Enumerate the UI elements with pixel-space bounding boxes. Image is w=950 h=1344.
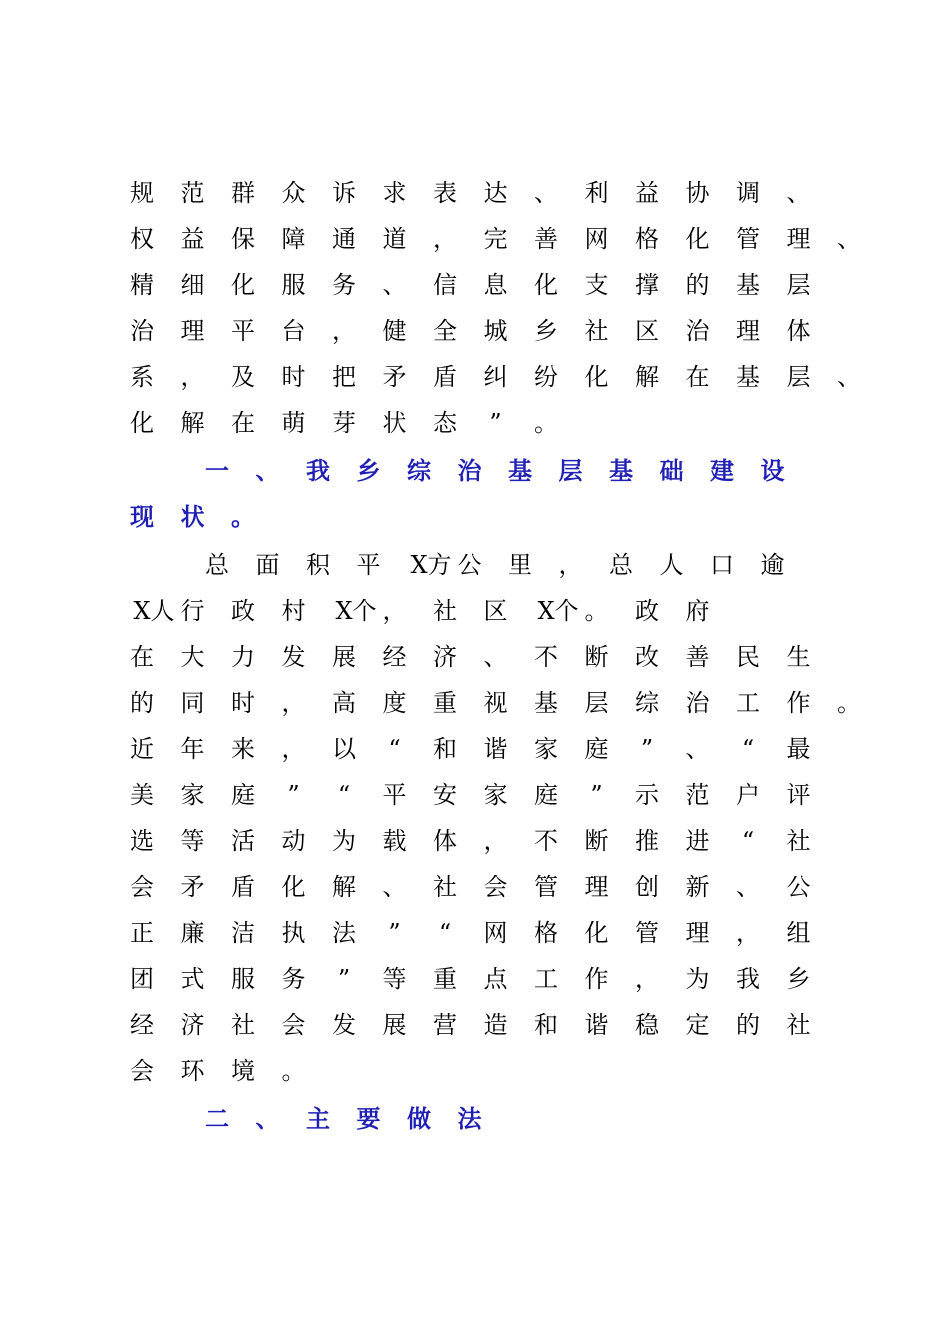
text-glyph: 网 (584, 225, 609, 253)
text-glyph: 济 (433, 643, 457, 671)
text-glyph: 通 (332, 225, 356, 253)
text-glyph: 众 (281, 179, 306, 207)
text-glyph: 式 (180, 965, 205, 993)
text-glyph: 纷 (534, 363, 558, 391)
text-glyph: 化 (130, 409, 154, 437)
text-glyph: 层 (786, 271, 811, 299)
text-glyph: 以 (332, 735, 356, 763)
paragraph-line (130, 956, 950, 1002)
text-glyph: 二 (205, 1104, 229, 1133)
text-glyph: 庭 (534, 781, 558, 809)
text-glyph: 稳 (635, 1011, 659, 1039)
text-glyph: 。 (231, 502, 255, 531)
text-glyph: 网 (483, 919, 508, 947)
text-glyph: 层 (786, 363, 811, 391)
text-glyph: ， (558, 551, 583, 579)
text-glyph: 化 (584, 363, 609, 391)
text-glyph: 格 (534, 919, 558, 947)
text-glyph: 支 (584, 271, 609, 299)
text-glyph: 造 (483, 1011, 508, 1039)
text-glyph: 完 (483, 225, 508, 253)
text-glyph: 载 (382, 827, 407, 855)
text-glyph: “ (438, 919, 452, 947)
text-glyph: 社 (584, 317, 609, 345)
text-glyph: 断 (584, 827, 609, 855)
text-glyph: 、 (255, 1104, 280, 1133)
text-glyph: 家 (534, 735, 558, 763)
text-glyph: 、 (736, 873, 760, 901)
text-glyph: 健 (382, 317, 407, 345)
text-glyph: 重 (433, 965, 457, 993)
text-glyph: 美 (130, 781, 154, 809)
text-glyph: 展 (332, 643, 356, 671)
text-glyph: 、 (382, 271, 407, 299)
text-glyph: 、 (837, 363, 861, 391)
text-glyph: 的 (130, 689, 154, 717)
text-glyph: 理 (736, 317, 760, 345)
text-glyph: 发 (332, 1011, 356, 1039)
text-glyph: 为 (685, 965, 710, 993)
text-glyph: “ (388, 735, 401, 763)
text-glyph: X个 (335, 597, 377, 625)
text-glyph: 化 (231, 271, 255, 299)
text-glyph: 谐 (483, 735, 508, 763)
text-glyph: ， (332, 317, 356, 345)
text-glyph: 平 (382, 781, 407, 809)
paragraph-line (130, 864, 950, 910)
paragraph-line (130, 308, 950, 354)
text-glyph: 工 (736, 689, 760, 717)
text-glyph: 基 (508, 456, 532, 485)
text-glyph: 治 (685, 317, 710, 345)
text-glyph: 化 (584, 919, 609, 947)
text-glyph: 状 (180, 502, 205, 531)
paragraph-line (130, 818, 950, 864)
text-glyph: 总 (205, 551, 229, 579)
text-glyph: 人 (659, 551, 684, 579)
text-glyph: 综 (635, 689, 659, 717)
paragraph-line (130, 910, 950, 956)
text-glyph: 调 (736, 179, 760, 207)
text-glyph: 障 (281, 225, 306, 253)
text-glyph: 公 (457, 551, 482, 579)
text-glyph: 治 (457, 456, 482, 485)
text-glyph: 善 (685, 643, 710, 671)
text-glyph: 动 (281, 827, 306, 855)
text-glyph: “ (741, 827, 755, 855)
text-glyph: X方 (410, 551, 452, 579)
text-glyph: 、 (255, 456, 280, 485)
text-glyph: X人 (133, 597, 175, 625)
text-glyph: 最 (786, 735, 811, 763)
text-glyph: “ (337, 781, 351, 809)
text-glyph: ， (281, 735, 306, 763)
text-glyph: ” (388, 919, 401, 947)
text-glyph: 把 (332, 363, 356, 391)
section-heading-line (205, 1096, 950, 1142)
text-glyph: 近 (130, 735, 154, 763)
text-glyph: 政 (635, 597, 659, 625)
text-glyph: 服 (231, 965, 255, 993)
text-glyph: 。 (584, 597, 609, 625)
text-glyph: 和 (534, 1011, 558, 1039)
text-glyph: 断 (584, 643, 609, 671)
text-glyph: 诉 (332, 179, 356, 207)
text-glyph: 洁 (231, 919, 255, 947)
text-glyph: 组 (786, 919, 811, 947)
text-glyph: 达 (483, 179, 508, 207)
text-glyph: 理 (786, 225, 811, 253)
text-glyph: 政 (231, 597, 255, 625)
text-glyph: 发 (281, 643, 306, 671)
text-glyph: 家 (180, 781, 205, 809)
text-glyph: 信 (433, 271, 457, 299)
text-glyph: 庭 (231, 781, 255, 809)
text-glyph: 芽 (332, 409, 356, 437)
text-glyph: 设 (760, 456, 785, 485)
paragraph-line (205, 542, 950, 588)
text-glyph: 盾 (433, 363, 457, 391)
text-glyph: 化 (281, 873, 306, 901)
text-glyph: ” (337, 965, 351, 993)
text-glyph: 作 (786, 689, 811, 717)
text-glyph: 台 (281, 317, 306, 345)
text-glyph: 社 (786, 827, 811, 855)
paragraph-line (130, 772, 950, 818)
text-glyph: 平 (231, 317, 255, 345)
text-glyph: 济 (180, 1011, 205, 1039)
text-glyph: 体 (433, 827, 457, 855)
text-glyph: 善 (534, 225, 558, 253)
text-glyph: 平 (356, 551, 381, 579)
text-glyph: 工 (534, 965, 558, 993)
text-glyph: 里 (508, 551, 532, 579)
text-glyph: 村 (281, 597, 306, 625)
text-glyph: 执 (281, 919, 306, 947)
text-glyph: 社 (433, 873, 457, 901)
text-glyph: 纠 (483, 363, 508, 391)
text-glyph: 经 (382, 643, 407, 671)
text-glyph: 利 (584, 179, 609, 207)
text-glyph: “ (741, 735, 755, 763)
text-glyph: 协 (685, 179, 710, 207)
text-glyph: 管 (534, 873, 558, 901)
text-glyph: 和 (433, 735, 457, 763)
text-glyph: 。 (281, 1057, 306, 1085)
text-glyph: 道 (382, 225, 407, 253)
text-glyph: 进 (685, 827, 710, 855)
text-glyph: 系 (130, 363, 154, 391)
text-glyph: 建 (710, 456, 734, 485)
text-glyph: 群 (231, 179, 255, 207)
text-glyph: 。 (837, 689, 861, 717)
text-glyph: 我 (736, 965, 760, 993)
text-glyph: 等 (180, 827, 205, 855)
text-glyph: 城 (483, 317, 508, 345)
paragraph-line (130, 680, 950, 726)
text-glyph: 示 (635, 781, 659, 809)
text-glyph: 基 (736, 271, 760, 299)
text-glyph: 社 (786, 1011, 811, 1039)
text-glyph: 庭 (584, 735, 609, 763)
text-glyph: 务 (332, 271, 356, 299)
text-glyph: 矛 (382, 363, 407, 391)
text-glyph: 化 (685, 225, 710, 253)
text-glyph: 求 (382, 179, 407, 207)
text-glyph: ” (287, 781, 300, 809)
text-glyph: 的 (685, 271, 710, 299)
text-glyph: 、 (786, 179, 811, 207)
text-glyph: 。 (534, 409, 558, 437)
text-glyph: 区 (635, 317, 659, 345)
text-glyph: 点 (483, 965, 508, 993)
text-glyph: 同 (180, 689, 205, 717)
text-glyph: 府 (685, 597, 710, 625)
text-glyph: 理 (180, 317, 205, 345)
paragraph-line (130, 1002, 950, 1048)
text-glyph: 会 (130, 1057, 154, 1085)
text-glyph: 、 (483, 643, 508, 671)
text-glyph: ， (635, 965, 659, 993)
text-glyph: ” (590, 781, 603, 809)
text-glyph: 权 (130, 225, 154, 253)
text-glyph: 础 (659, 456, 684, 485)
text-glyph: 逾 (760, 551, 785, 579)
text-glyph: 户 (736, 781, 760, 809)
paragraph-line (130, 726, 950, 772)
text-glyph: 理 (685, 919, 710, 947)
text-glyph: 管 (736, 225, 760, 253)
text-glyph: ， (736, 919, 760, 947)
text-glyph: 社 (433, 597, 457, 625)
text-glyph: 息 (483, 271, 508, 299)
text-glyph: 解 (332, 873, 356, 901)
text-glyph: 综 (407, 456, 431, 485)
text-glyph: 团 (130, 965, 154, 993)
text-glyph: 基 (609, 456, 633, 485)
paragraph-line (130, 262, 950, 308)
text-glyph: 现 (130, 502, 154, 531)
text-glyph: 廉 (180, 919, 205, 947)
text-glyph: 一 (205, 456, 229, 485)
paragraph-line (130, 170, 950, 216)
text-glyph: 层 (584, 689, 609, 717)
paragraph-line (130, 354, 950, 400)
text-glyph: 年 (180, 735, 205, 763)
text-glyph: ” (640, 735, 654, 763)
text-glyph: 状 (382, 409, 407, 437)
text-glyph: 时 (231, 689, 255, 717)
text-glyph: 范 (180, 179, 205, 207)
text-glyph: 正 (130, 919, 154, 947)
text-glyph: 化 (534, 271, 558, 299)
text-glyph: 及 (231, 363, 255, 391)
text-glyph: 评 (786, 781, 811, 809)
text-glyph: 、 (837, 225, 861, 253)
text-glyph: 主 (306, 1104, 330, 1133)
paragraph-line (130, 400, 950, 446)
text-glyph: 来 (231, 735, 255, 763)
text-glyph: 在 (130, 643, 154, 671)
paragraph-line (130, 1048, 950, 1094)
text-glyph: 新 (685, 873, 710, 901)
text-glyph: 民 (736, 643, 760, 671)
text-glyph: 撑 (635, 271, 659, 299)
text-glyph: 定 (685, 1011, 710, 1039)
text-glyph: ， (281, 689, 306, 717)
text-glyph: 我 (306, 456, 330, 485)
section-heading-line (205, 448, 950, 494)
text-glyph: 经 (130, 1011, 154, 1039)
text-glyph: 基 (736, 363, 760, 391)
text-glyph: 积 (306, 551, 330, 579)
text-glyph: 改 (635, 643, 659, 671)
text-glyph: ” (489, 409, 502, 437)
text-glyph: 治 (130, 317, 154, 345)
text-glyph: ， (382, 597, 407, 625)
text-glyph: 营 (433, 1011, 457, 1039)
text-glyph: 会 (281, 1011, 306, 1039)
text-glyph: 益 (180, 225, 205, 253)
text-glyph: 萌 (281, 409, 306, 437)
text-glyph: 面 (255, 551, 280, 579)
text-glyph: 作 (584, 965, 609, 993)
text-glyph: 的 (736, 1011, 760, 1039)
text-glyph: 保 (231, 225, 255, 253)
text-glyph: 理 (584, 873, 609, 901)
text-glyph: 益 (635, 179, 659, 207)
text-glyph: 选 (130, 827, 154, 855)
text-glyph: 高 (332, 689, 356, 717)
text-glyph: 盾 (231, 873, 255, 901)
section-heading-line (130, 494, 950, 540)
text-glyph: 区 (483, 597, 508, 625)
text-glyph: 态 (433, 409, 457, 437)
text-glyph: 治 (685, 689, 710, 717)
text-glyph: 境 (231, 1057, 255, 1085)
text-glyph: 乡 (534, 317, 558, 345)
text-glyph: 度 (382, 689, 407, 717)
text-glyph: 服 (281, 271, 306, 299)
text-glyph: ， (433, 225, 457, 253)
text-glyph: 、 (382, 873, 407, 901)
text-glyph: 等 (382, 965, 407, 993)
text-glyph: 展 (382, 1011, 407, 1039)
text-glyph: 大 (180, 643, 205, 671)
text-glyph: 会 (483, 873, 508, 901)
text-glyph: 时 (281, 363, 306, 391)
text-glyph: 细 (180, 271, 205, 299)
text-glyph: 为 (332, 827, 356, 855)
text-glyph: 不 (534, 643, 558, 671)
text-glyph: 重 (433, 689, 457, 717)
text-glyph: 、 (685, 735, 710, 763)
text-glyph: 环 (180, 1057, 205, 1085)
text-glyph: 社 (231, 1011, 255, 1039)
text-glyph: 乡 (356, 456, 381, 485)
text-glyph: 做 (407, 1104, 431, 1133)
text-glyph: 活 (231, 827, 255, 855)
text-glyph: 管 (635, 919, 659, 947)
text-glyph: 公 (786, 873, 811, 901)
text-glyph: 不 (534, 827, 558, 855)
text-glyph: 要 (356, 1104, 381, 1133)
text-glyph: 务 (281, 965, 306, 993)
text-glyph: ， (180, 363, 205, 391)
text-glyph: 家 (483, 781, 508, 809)
text-glyph: 谐 (584, 1011, 609, 1039)
text-glyph: 格 (635, 225, 659, 253)
paragraph-line (130, 588, 950, 634)
text-glyph: 解 (180, 409, 205, 437)
text-glyph: 表 (433, 179, 457, 207)
text-glyph: 矛 (180, 873, 205, 901)
text-glyph: 推 (635, 827, 659, 855)
text-glyph: 全 (433, 317, 457, 345)
paragraph-line (130, 634, 950, 680)
text-glyph: 范 (685, 781, 710, 809)
text-glyph: 创 (635, 873, 659, 901)
text-glyph: X个 (537, 597, 579, 625)
text-glyph: 行 (180, 597, 205, 625)
text-glyph: 体 (786, 317, 811, 345)
text-glyph: 视 (483, 689, 508, 717)
text-glyph: 口 (710, 551, 734, 579)
text-glyph: 规 (130, 179, 154, 207)
text-glyph: 在 (685, 363, 710, 391)
text-glyph: 安 (433, 781, 457, 809)
text-glyph: 生 (786, 643, 811, 671)
text-glyph: 力 (231, 643, 255, 671)
text-glyph: 法 (457, 1104, 482, 1133)
text-glyph: 法 (332, 919, 356, 947)
text-glyph: 乡 (786, 965, 811, 993)
text-glyph: ， (483, 827, 508, 855)
text-glyph: 解 (635, 363, 659, 391)
text-glyph: 在 (231, 409, 255, 437)
text-glyph: 、 (534, 179, 558, 207)
text-glyph: 基 (534, 689, 558, 717)
paragraph-line (130, 216, 950, 262)
text-glyph: 精 (130, 271, 154, 299)
text-glyph: 总 (609, 551, 633, 579)
text-glyph: 会 (130, 873, 154, 901)
text-glyph: 层 (558, 456, 583, 485)
